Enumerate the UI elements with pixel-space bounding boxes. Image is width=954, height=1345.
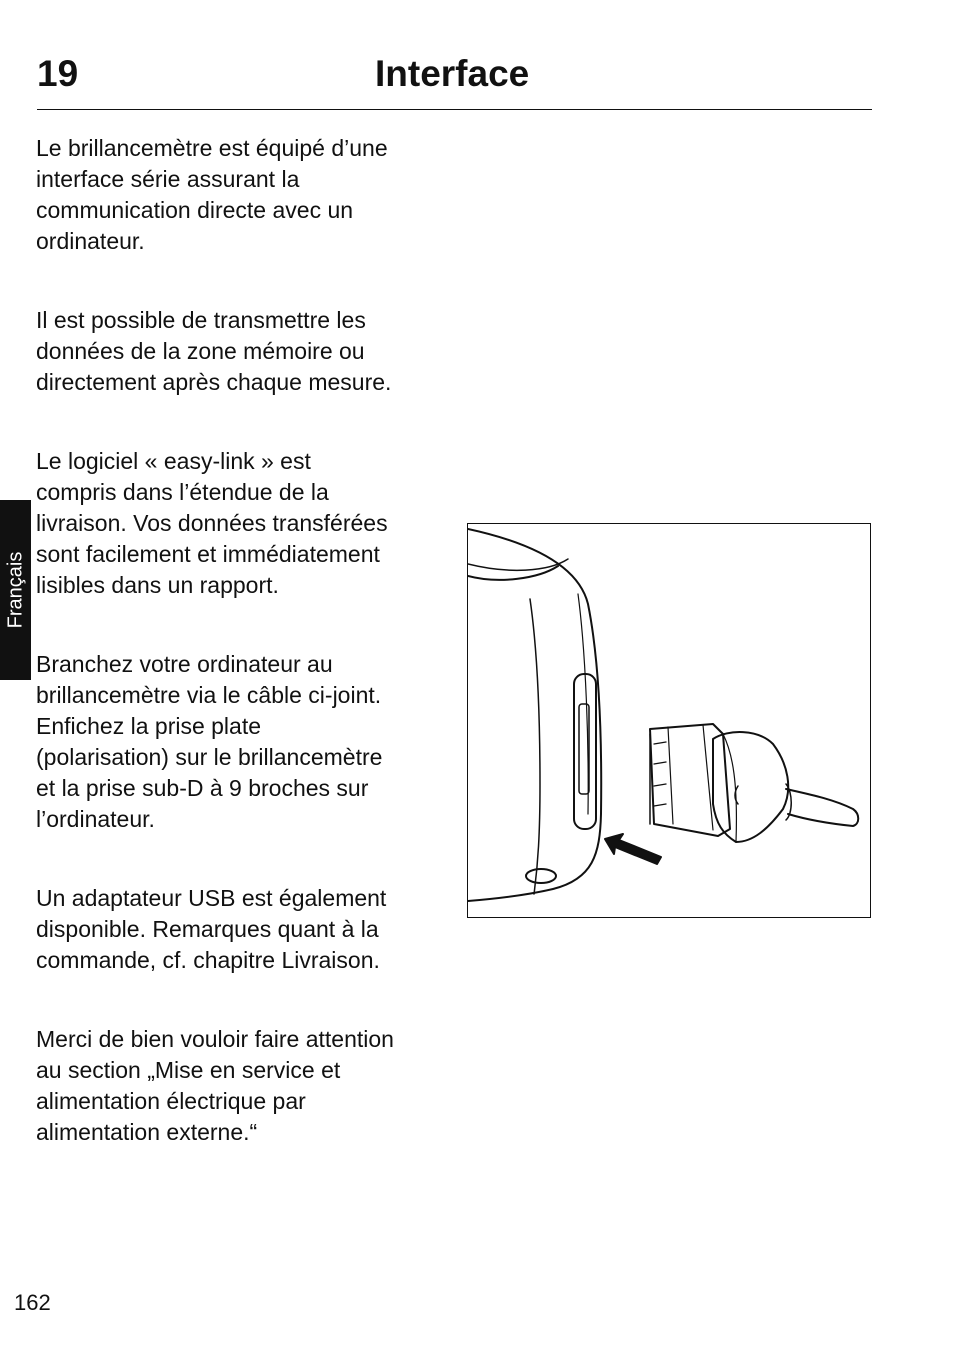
language-tab-label: Français — [4, 551, 26, 629]
flat-plug-pin-top — [654, 742, 666, 806]
paragraph-note: Merci de bien vouloir faire attention au section „Mise en service et alimentation électrique par alimentation externe.“ — [36, 1026, 394, 1145]
device-side-seam — [530, 599, 540, 894]
paragraph-software: Le logiciel « easy-link » est compris dans l’étendue de la livraison. Vos données transférées sont facilement et immédiatement lisibles dans un rapport. — [36, 448, 388, 598]
flat-plug-ridge — [668, 725, 713, 830]
paragraph-usb: Un adaptateur USB est également disponible. Remarques quant à la commande, cf. chapitre Livraison. — [36, 885, 387, 973]
header-rule — [37, 109, 872, 110]
cable — [786, 789, 858, 826]
language-tab — [0, 500, 31, 680]
connection-illustration — [467, 523, 871, 918]
flat-plug-head — [650, 724, 730, 836]
chapter-number: 19 — [37, 53, 79, 94]
paragraph-connection: Branchez votre ordinateur au brillancemètre via le câble ci-joint. Enfichez la prise plate (polarisation) sur le brillancemètre et la prise sub-D à 9 broches sur l’ordinateur. — [36, 651, 383, 832]
device-cable-illustration — [468, 524, 871, 918]
insert-arrow-icon — [605, 834, 661, 864]
page-number: 162 — [14, 1290, 51, 1315]
device-foot — [526, 869, 556, 883]
device-port — [574, 674, 596, 829]
chapter-title: Interface — [375, 53, 530, 94]
device-body-outline — [468, 529, 601, 901]
paragraph-transmission: Il est possible de transmettre les données de la zone mémoire ou directement après chaque mesure. — [36, 307, 392, 395]
paragraph-intro: Le brillancemètre est équipé d’une interface série assurant la communication directe avec un ordinateur. — [36, 135, 388, 254]
